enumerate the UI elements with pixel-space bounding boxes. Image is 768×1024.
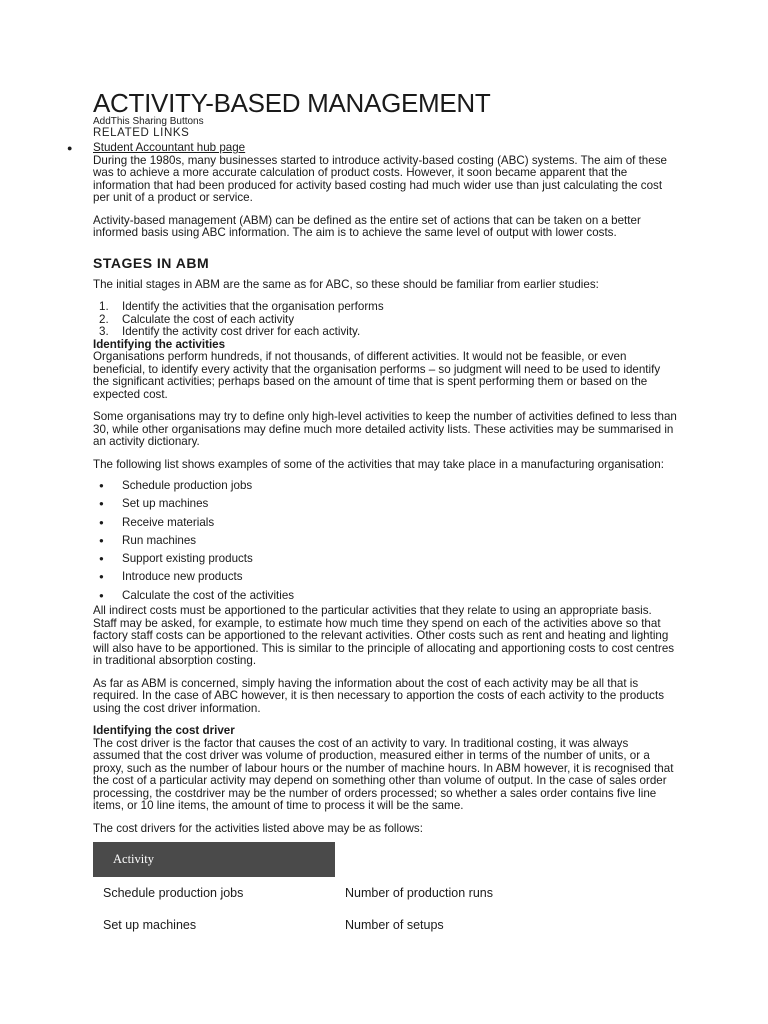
list-item [93,514,678,532]
student-accountant-hub-link[interactable]: Student Accountant hub page [93,141,246,154]
activities-paragraph-3: The following list shows examples of some of the activities that may take place in a manufacturing organisation: [93,457,664,471]
stages-paragraph: The initial stages in ABM are the same as for ABC, so these should be familiar from earlier studies: [93,277,599,291]
intro-paragraph-1: During the 1980s, many businesses started to introduce activity-based costing (ABC) systems. The aim of these was to achieve a more accurate calculation of product costs. However, it soon became apparent that the information that had been produced for activity based costing had much wider use than just calculating the cost per unit of a product or service. [93,153,667,204]
related-links-item [67,141,678,155]
bullet-icon: ● [99,590,104,600]
list-item-text: Identify the activity cost driver for each activity. [122,325,361,338]
list-number: 1. [99,300,109,313]
list-item-text: Schedule production jobs [122,479,253,492]
list-item [93,550,678,568]
table-row [93,909,678,941]
page-title: ACTIVITY-BASED MANAGEMENT [93,88,491,118]
stages-list [93,301,678,339]
list-item-text: Identify the activities that the organisation performs [122,300,384,313]
document-page [67,88,678,941]
table-header-activity: Activity [93,842,335,877]
list-item-text: Support existing products [122,552,253,566]
table-cell-activity: Set up machines [103,917,197,932]
list-item-text: Calculate the cost of each activity [122,312,295,326]
table-cell-driver: Number of setups [345,917,444,932]
list-item [93,477,678,495]
cost-driver-paragraph-1: The cost driver is the factor that causes the cost of an activity to vary. In traditional costing, it was always assumed that the cost driver was volume of production, measured either in terms of the number of units, or a proxy, such as the number of labour hours or the number of machine hours. In ABM however, it is recognised that the cost of a particular activity may depend on something other than volume of output. In the case of sales order processing, the costdriver may be the number of orders processed; so whether a sales order contains five line items, or 10 line items, the amount of time to process it will be the same. [93,736,674,813]
bullet-icon: ● [99,572,104,582]
bullet-icon: ● [67,143,73,153]
subheading-identifying-cost-driver: Identifying the cost driver [93,724,235,738]
related-links-heading: RELATED LINKS [93,127,190,139]
bullet-icon: ● [99,535,104,545]
table-cell-driver: Number of production runs [345,885,493,900]
list-item [93,587,678,605]
list-item-text: Introduce new products [122,570,243,584]
list-item [93,326,678,339]
table-cell-activity: Schedule production jobs [103,885,244,900]
activities-paragraph-1: Organisations perform hundreds, if not thousands, of different activities. It would not be feasible, or even beneficial, to identify every activity that the organisation performs – so judgment will need to be used to identify the significant activities; perhaps based on the amount of time that is spent performing them or based on the expected cost. [93,350,661,401]
list-item-text: Run machines [122,533,197,547]
list-item-text: Set up machines [122,497,209,511]
section-heading-stages: STAGES IN ABM [93,254,210,271]
list-item [93,568,678,586]
bullet-icon: ● [99,499,104,509]
table-row [93,877,678,909]
intro-paragraph-2: Activity-based management (ABM) can be defined as the entire set of actions that can be taken on a better informed basis using ABC information. The aim is to achieve the same level of output with lower costs. [93,213,641,239]
activities-paragraph-4: All indirect costs must be apportioned to the particular activities that they relate to using an appropriate basis. Staff may be asked, for example, to estimate how much time they spend on each of the activities above so that factory staff costs can be apportioned to the relevant activities. Other costs such as rent and heating and lighting will also have to be apportioned. This is similar to the principle of allocating and apportioning costs to cost centres in traditional absorption costing. [93,604,675,668]
list-number: 3. [99,325,109,338]
cost-driver-paragraph-2: The cost drivers for the activities listed above may be as follows: [93,821,423,835]
activities-list [93,477,678,605]
list-item [93,495,678,513]
cost-driver-table [93,842,678,941]
list-item [93,532,678,550]
bullet-icon: ● [99,517,104,527]
list-item-text: Calculate the cost of the activities [122,588,295,602]
bullet-icon: ● [99,481,104,490]
bullet-icon: ● [99,554,104,564]
list-number: 2. [99,312,109,326]
subheading-identifying-activities: Identifying the activities [93,337,226,351]
activities-paragraph-5: As far as ABM is concerned, simply having the information about the cost of each activity may be all that is required. In the case of ABC however, it is then necessary to apportion the costs of each activity to the products using the cost driver information. [93,676,664,715]
addthis-sharing-label: AddThis Sharing Buttons [93,116,204,127]
list-item-text: Receive materials [122,515,215,529]
activities-paragraph-2: Some organisations may try to define only high-level activities to keep the number of activities defined to less than 30, while other organisations may define much more detailed activity lists. These activities may be summarised in an activity dictionary. [93,410,677,448]
